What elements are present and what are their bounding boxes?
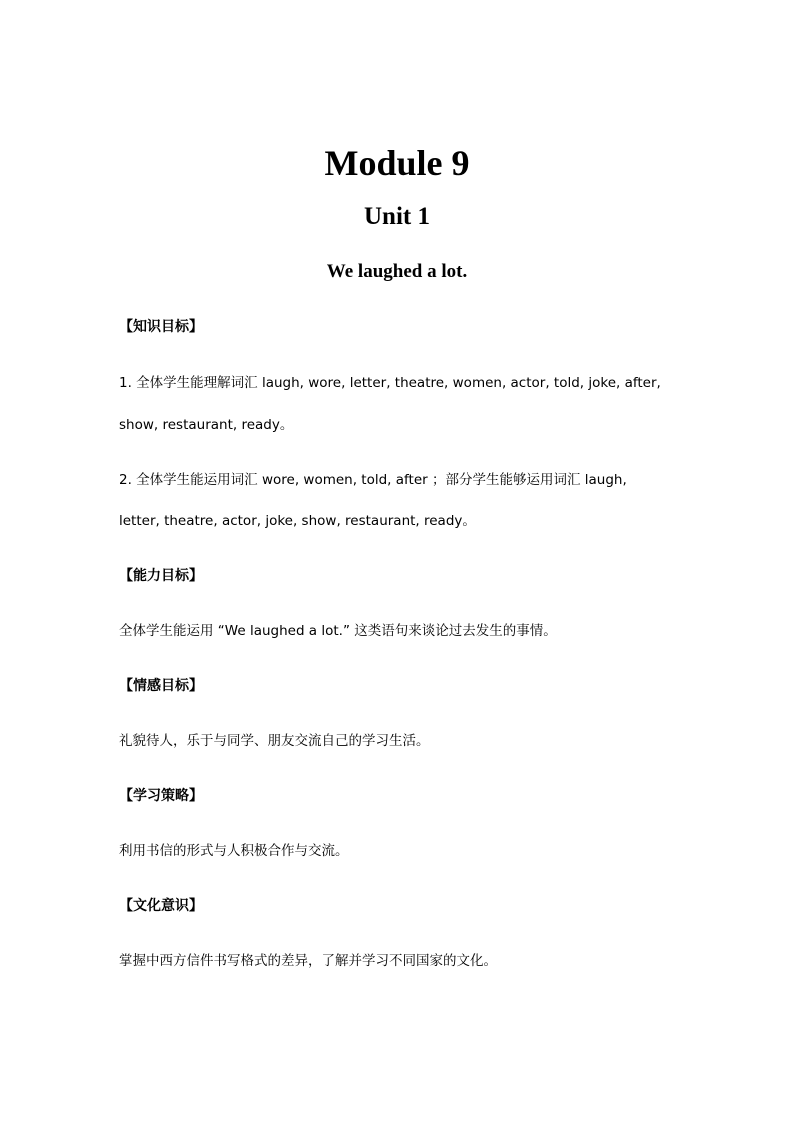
learning-strategy-heading: 【学习策略】 (119, 788, 203, 804)
knowledge-item-2-line-1: 2. 全体学生能运用词汇 wore, women, told, after ；部分学生能够运用词汇 laugh, (119, 472, 627, 488)
knowledge-goals-heading: 【知识目标】 (119, 319, 203, 335)
unit-title: Unit 1 (364, 203, 430, 230)
knowledge-item-1-line-2: show, restaurant, ready。 (119, 417, 294, 433)
module-title: Module 9 (324, 143, 470, 183)
ability-goals-heading: 【能力目标】 (119, 568, 203, 584)
learning-strategy-text: 利用书信的形式与人积极合作与交流。 (119, 843, 349, 859)
emotion-goals-heading: 【情感目标】 (119, 678, 203, 694)
cultural-awareness-text: 掌握中西方信件书写格式的差异，了解并学习不同国家的文化。 (119, 953, 497, 969)
cultural-awareness-heading: 【文化意识】 (119, 898, 203, 914)
knowledge-item-1-line-1: 1. 全体学生能理解词汇 laugh, wore, letter, theatre, women, actor, told, joke, after, (119, 375, 661, 391)
knowledge-item-2-line-2: letter, theatre, actor, joke, show, restaurant, ready。 (119, 513, 476, 529)
lesson-title: We laughed a lot. (326, 261, 468, 282)
ability-goals-text: 全体学生能运用 “We laughed a lot.” 这类语句来谈论过去发生的事情。 (119, 623, 557, 639)
emotion-goals-text: 礼貌待人，乐于与同学、朋友交流自己的学习生活。 (119, 733, 430, 749)
